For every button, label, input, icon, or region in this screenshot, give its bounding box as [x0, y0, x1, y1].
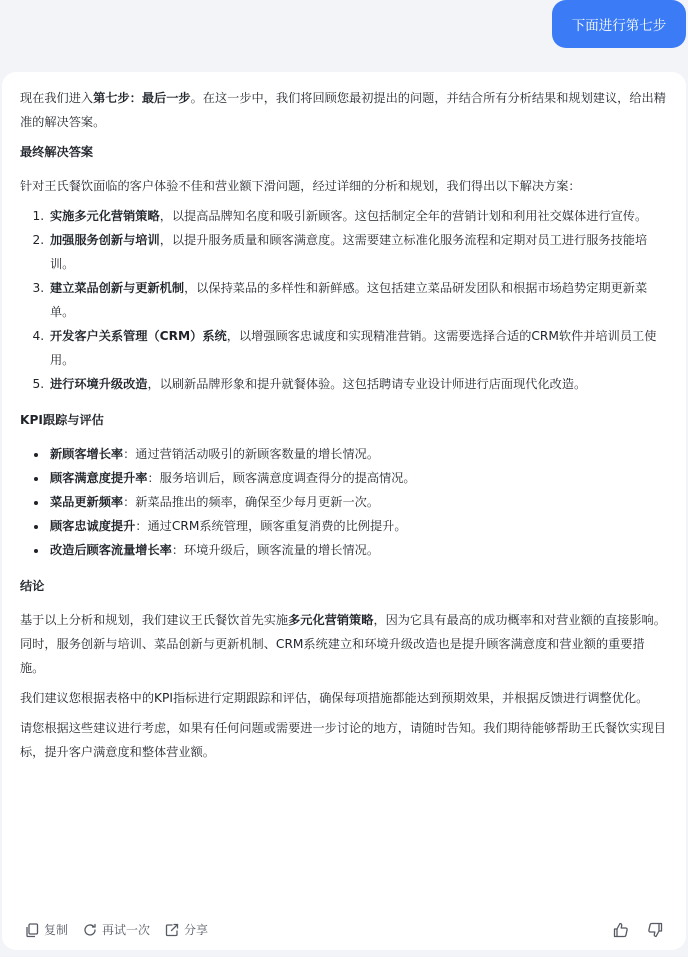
list-item: 5. 进行环境升级改造，以刷新品牌形象和提升就餐体验。这包括聘请专业设计师进行店面现代化改造。 — [48, 372, 666, 396]
conclusion-paragraph-2: 我们建议您根据表格中的KPI指标进行定期跟踪和评估，确保每项措施都能达到预期效果，并根据反馈进行调整优化。 — [20, 691, 649, 705]
list-item: 1. 实施多元化营销策略，以提高品牌知名度和吸引新顾客。这包括制定全年的营销计划和利用社交媒体进行宣传。 — [48, 204, 666, 228]
intro-paragraph — [20, 86, 666, 134]
final-answer-intro: 针对王氏餐饮面临的客户体验不佳和营业额下滑问题，经过详细的分析和规划，我们得出以下解决方案： — [20, 179, 581, 193]
refresh-icon — [82, 922, 98, 938]
list-item: • 改造后顾客流量增长率：环境升级后，顾客流量的增长情况。 — [48, 538, 666, 562]
thumbs-up-icon[interactable] — [612, 921, 630, 939]
intro-text-bold: 第七步：最后一步 — [93, 91, 191, 105]
conclusion-paragraph-3: 请您根据这些建议进行考虑，如果有任何问题或需要进一步讨论的地方，请随时告知。我们期待能够帮助王氏餐饮实现目标，提升客户满意度和整体营业额。 — [20, 721, 666, 759]
list-item: 4. 开发客户关系管理（CRM）系统，以增强顾客忠诚度和实现精准营销。这需要选择合适的CRM软件并培训员工使用。 — [48, 324, 666, 372]
kpi-list — [20, 442, 666, 562]
user-message-text: 下面进行第七步 — [571, 18, 667, 34]
list-item: • 顾客满意度提升率：服务培训后，顾客满意度调查得分的提高情况。 — [48, 466, 666, 490]
copy-icon — [24, 922, 40, 938]
share-icon — [164, 922, 180, 938]
list-item: • 菜品更新频率：新菜品推出的频率，确保至少每月更新一次。 — [48, 490, 666, 514]
thumbs-down-icon[interactable] — [646, 921, 664, 939]
conclusion-heading: 结论 — [20, 579, 45, 593]
intro-text-pre: 现在我们进入 — [20, 91, 94, 105]
copy-label: 复制 — [44, 923, 69, 937]
retry-button[interactable] — [82, 918, 150, 942]
answer-action-bar — [2, 910, 686, 950]
kpi-heading: KPI跟踪与评估 — [20, 413, 104, 427]
share-label: 分享 — [184, 923, 209, 937]
solution-steps-list — [20, 204, 666, 396]
share-button[interactable] — [164, 918, 208, 942]
list-item: 2. 加强服务创新与培训，以提升服务质量和顾客满意度。这需要建立标准化服务流程和定期对员工进行服务技能培训。 — [48, 228, 666, 276]
conclusion-paragraph-1: 基于以上分析和规划，我们建议王氏餐饮首先实施多元化营销策略，因为它具有最高的成功概率和对营业额的直接影响。同时，服务创新与培训、菜品创新与更新机制、CRM系统建立和环境升级改造也是提升顾客满意度和营业额的重要措施。 — [20, 613, 666, 675]
assistant-answer-card — [2, 72, 686, 950]
list-item: • 顾客忠诚度提升：通过CRM系统管理，顾客重复消费的比例提升。 — [48, 514, 666, 538]
retry-label: 再试一次 — [102, 923, 151, 937]
user-message-bubble — [552, 0, 686, 48]
final-answer-heading: 最终解决答案 — [20, 145, 94, 159]
intro-text-post: 。在这一步中，我们将回顾您最初提出的问题，并结合所有分析结果和规划建议，给出精准的解决答案。 — [20, 91, 666, 129]
list-item: 3. 建立菜品创新与更新机制，以保持菜品的多样性和新鲜感。这包括建立菜品研发团队和根据市场趋势定期更新菜单。 — [48, 276, 666, 324]
copy-button[interactable] — [24, 918, 68, 942]
list-item: • 新顾客增长率：通过营销活动吸引的新顾客数量的增长情况。 — [48, 442, 666, 466]
